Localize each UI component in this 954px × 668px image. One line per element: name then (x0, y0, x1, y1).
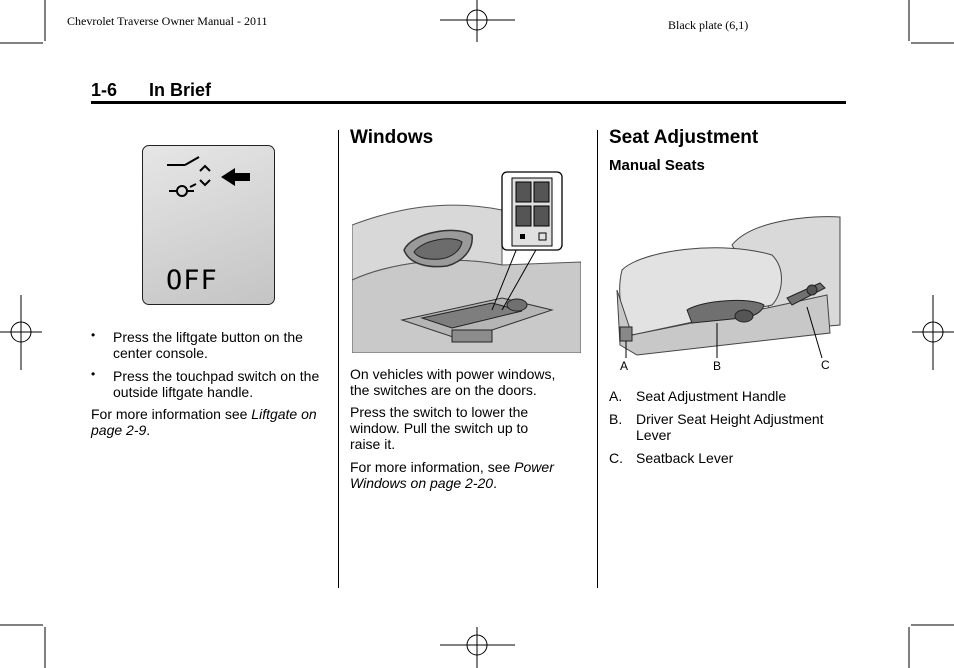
manual-seats-subheading: Manual Seats (609, 157, 705, 174)
section-number: 1-6 (91, 80, 118, 100)
door-window-switch-illustration (352, 170, 581, 353)
registration-mark-bottom (440, 625, 515, 668)
windows-paragraph-1: On vehicles with power windows, the switches are on the doors. (350, 366, 556, 398)
list-item-text: Seat Adjustment Handle (636, 388, 787, 404)
display-off-text: OFF (166, 265, 218, 296)
list-item-text: Driver Seat Height Adjustment Lever (636, 411, 824, 443)
registration-mark-right (909, 295, 954, 370)
liftgate-more-info (91, 406, 331, 438)
list-item (609, 411, 844, 443)
liftgate-switch-icon (143, 146, 273, 226)
bullet-text: Press the touchpad switch on the outside liftgate handle. (113, 368, 320, 400)
list-item (609, 388, 844, 404)
more-info-prefix: For more information, see (350, 459, 515, 475)
registration-mark-top (440, 0, 515, 45)
seat-adjustment-heading: Seat Adjustment (609, 127, 759, 148)
more-info-prefix: For more information see (91, 406, 252, 422)
column-divider-1 (338, 130, 339, 588)
list-item (609, 450, 844, 466)
liftgate-display-illustration (142, 145, 275, 305)
list-item-text: Seatback Lever (636, 450, 734, 466)
windows-more-info (350, 459, 575, 491)
seat-callout-a: A (620, 359, 629, 373)
column-divider-2 (597, 130, 598, 588)
registration-mark-left (0, 295, 45, 370)
more-info-suffix: . (146, 422, 151, 438)
list-item-letter: B. (609, 411, 623, 427)
windows-paragraph-2: Press the switch to lower the window. Pull the switch up to raise it. (350, 404, 529, 452)
seat-callout-c: C (821, 358, 830, 372)
power-windows-reference-link[interactable]: Power Windows on page 2-20 (350, 459, 554, 491)
manual-title: Chevrolet Traverse Owner Manual - 2011 (67, 14, 268, 28)
bullet-char: • (91, 367, 96, 381)
seat-callout-b: B (713, 359, 722, 373)
windows-heading: Windows (350, 127, 434, 148)
bullet-text: Press the liftgate button on the center console. (113, 329, 303, 361)
header-rule (91, 101, 846, 104)
section-title: In Brief (149, 80, 212, 100)
manual-seat-illustration (612, 215, 842, 373)
liftgate-reference-link[interactable]: Liftgate on page 2-9 (91, 406, 317, 438)
more-info-suffix: . (493, 475, 497, 491)
list-item-letter: A. (609, 388, 623, 404)
plate-label: Black plate (6,1) (668, 18, 749, 32)
arrow-icon (221, 168, 250, 186)
list-item-letter: C. (609, 450, 623, 466)
bullet-char: • (91, 328, 96, 342)
